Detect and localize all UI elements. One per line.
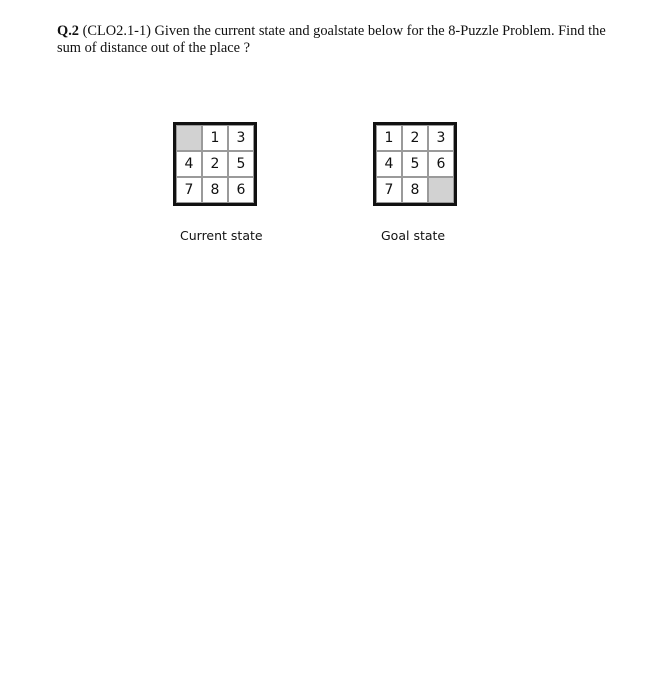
puzzle-tile: 1 <box>202 125 228 151</box>
current-state-puzzle <box>173 122 257 206</box>
puzzle-tile: 2 <box>202 151 228 177</box>
puzzle-tile: 5 <box>228 151 254 177</box>
question-body: (CLO2.1-1) Given the current state and goalstate below for the 8-Puzzle Problem. Find the sum of distance out of the place ? <box>57 23 606 56</box>
question-text <box>57 23 627 57</box>
current-state-caption: Current state <box>180 228 263 243</box>
puzzle-tile: 8 <box>202 177 228 203</box>
puzzle-tile: 7 <box>176 177 202 203</box>
question-number: Q.2 <box>57 23 79 39</box>
puzzle-tile: 1 <box>376 125 402 151</box>
puzzle-tile: 6 <box>228 177 254 203</box>
puzzle-tile: 6 <box>428 151 454 177</box>
blank-tile <box>428 177 454 203</box>
puzzle-tile: 2 <box>402 125 428 151</box>
puzzle-tile: 4 <box>376 151 402 177</box>
puzzle-tile: 8 <box>402 177 428 203</box>
puzzle-tile: 7 <box>376 177 402 203</box>
goal-state-puzzle <box>373 122 457 206</box>
goal-state-caption: Goal state <box>381 228 446 243</box>
blank-tile <box>176 125 202 151</box>
puzzle-tile: 3 <box>428 125 454 151</box>
puzzle-tile: 4 <box>176 151 202 177</box>
puzzle-tile: 5 <box>402 151 428 177</box>
puzzle-tile: 3 <box>228 125 254 151</box>
